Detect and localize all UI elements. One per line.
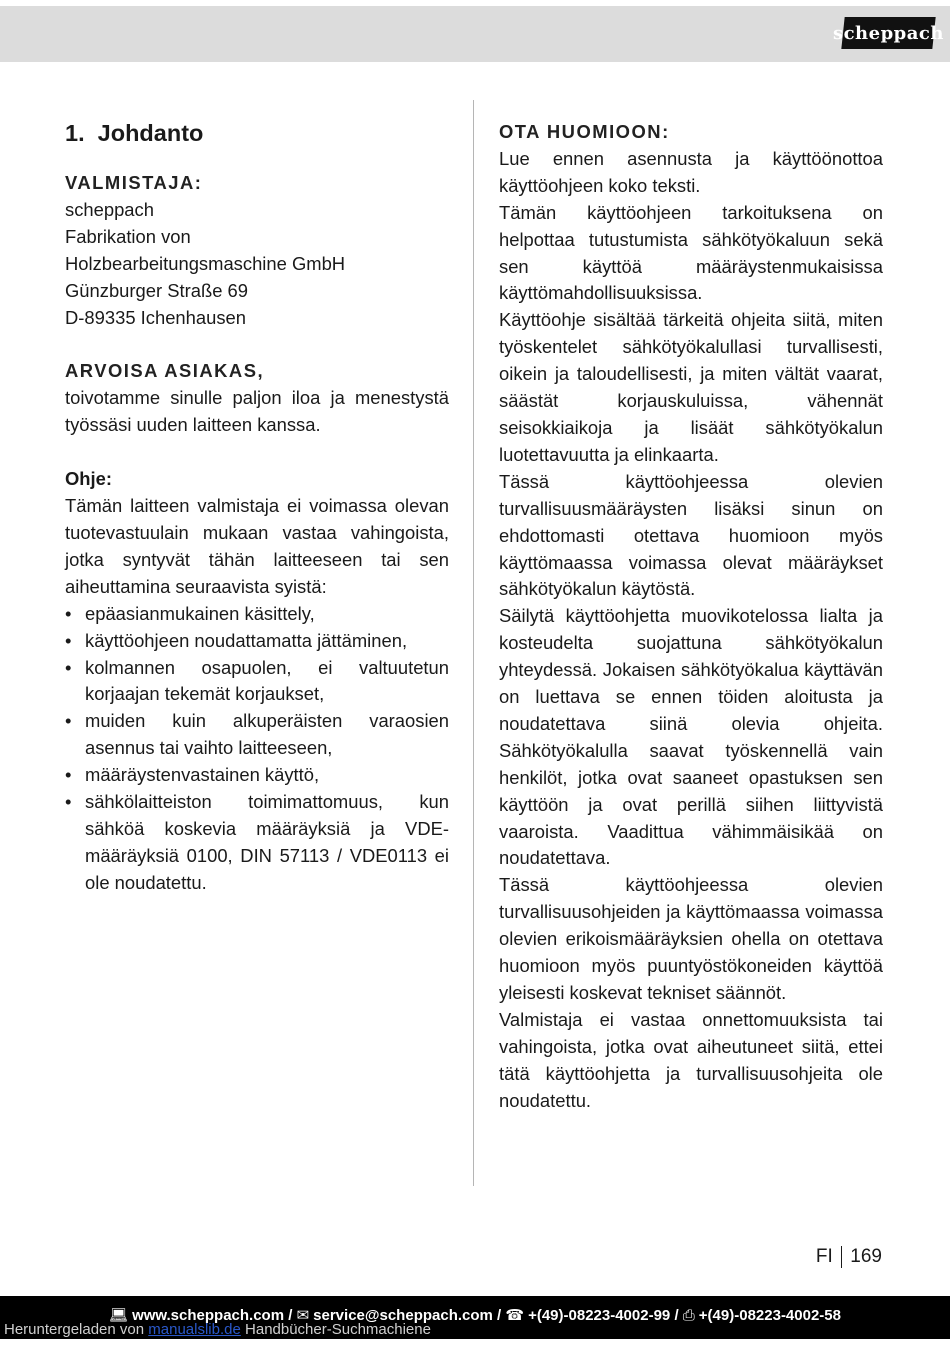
paragraph: Tämän käyttöohjeen tarkoituksena on helpottaa tutustumista sähkötyökaluun sekä sen käyttöä määräystenmukaisissa käyttömahdollisuuksissa. (499, 201, 883, 304)
right-column (499, 119, 883, 1115)
address-line: D-89335 Ichenhausen (65, 306, 246, 328)
brand-logo (833, 17, 945, 49)
laptop-icon: 💻︎ (109, 1307, 129, 1324)
download-note (4, 1321, 431, 1339)
download-suffix: Handbücher-Suchmachiene (245, 1321, 431, 1338)
phone-number: +(49)-08223-4002-99 (528, 1307, 671, 1324)
address-line: Holzbearbeitungsmaschine GmbH (65, 252, 346, 274)
download-prefix: Heruntergeladen von (4, 1321, 145, 1338)
manufacturer-heading: VALMISTAJA: (65, 172, 203, 193)
website-link[interactable]: www.scheppach.com (132, 1307, 285, 1324)
address-line: Günzburger Straße 69 (65, 279, 248, 301)
note-text: Tämän laitteen valmistaja ei voimassa olevan tuotevastuulain mukaan vastaa vahingoista, jotka syntyvät tähän laitteeseen tai sen aiheuttamina seuraavista syistä: (65, 495, 449, 597)
customer-text: toivotamme sinulle paljon iloa ja menestystä työssäsi uuden laitteen kanssa. (65, 387, 449, 436)
manufacturer-address (65, 197, 449, 332)
brand-name: scheppach (833, 22, 945, 44)
liability-list (65, 601, 449, 897)
address-line: scheppach (65, 198, 154, 220)
paragraph: Käyttöohje sisältää tärkeitä ohjeita siitä, miten työskentelet sähkötyökalullasi turvallisesti, oikein ja taloudellisesti, ja miten vältät vaarat, säästät korjauskuluissa, vähennät seisokkiaikoja ja lisäät sähkötyökalun luotettavuutta ja elinkaarta. (499, 309, 883, 465)
footer-separator: / (288, 1307, 293, 1324)
page-number-value: 169 (850, 1246, 882, 1267)
footer-separator: / (497, 1307, 502, 1324)
manualslib-link[interactable]: manualslib.de (148, 1321, 241, 1338)
customer-heading: ARVOISA ASIAKAS, (65, 360, 265, 382)
section-title: 1. Johdanto (65, 120, 204, 146)
list-item: • käyttöohjeen noudattamatta jättäminen, (65, 628, 449, 655)
paragraph: Lue ennen asennusta ja käyttöönottoa käyttöohjeen koko teksti. (499, 147, 883, 196)
list-item: • sähkölaitteiston toimimattomuus, kun sähköä koskevia määräyksiä ja VDE-määräyksiä 0100, DIN 57113 / VDE0113 ei ole noudatettu. (65, 789, 449, 897)
language-code: FI (815, 1246, 833, 1267)
paragraph: Valmistaja ei vastaa onnettomuuksista tai vahingoista, jotka ovat aiheutuneet siitä, ettei tätä käyttöohjetta ja turvallisuusohjeita ole noudatettu. (499, 1008, 883, 1111)
fax-icon: ⎙ (682, 1307, 695, 1324)
page-separator (841, 1246, 843, 1268)
paragraph: Tässä käyttöohjeessa olevien turvallisuusmääräysten lisäksi sinun on ehdottomasti otettava huomioon myös käyttömaassa voimassa olevat määräykset sähkötyökalun käytöstä. (499, 470, 883, 600)
mail-icon: ✉ (296, 1307, 310, 1324)
column-divider (473, 100, 474, 1186)
paragraph: Säilytä käyttöohjetta muovikotelossa lialta ja kosteudelta suojattuna sähkötyökalun yhteydessä. Jokaisen sähkötyökalua käyttävän on luettava se ennen töiden aloitusta ja noudatettava siinä olevia ohjeita. Sähkötyökalulla saavat työskennellä vain henkilöt, jotka ovat saaneet opastuksen sen käyttöön ja ovat perillä siihen liittyvistä vaaroista. Vaadittua vähimmäisikää on noudatettava. (499, 605, 883, 869)
list-item: • muiden kuin alkuperäisten varaosien asennus tai vaihto laitteeseen, (65, 708, 449, 762)
left-column (65, 119, 449, 897)
attention-heading: OTA HUOMIOON: (499, 121, 670, 142)
list-item: • kolmannen osapuolen, ei valtuutetun korjaajan tekemät korjaukset, (65, 655, 449, 709)
list-item: • epäasianmukainen käsittely, (65, 601, 449, 628)
footer-separator: / (674, 1307, 679, 1324)
list-item: • määräystenvastainen käyttö, (65, 762, 449, 789)
header-band (0, 6, 950, 62)
phone-icon: ☎ (505, 1307, 525, 1324)
page-number (816, 1244, 882, 1270)
address-line: Fabrikation von (65, 225, 191, 247)
note-heading: Ohje: (65, 468, 113, 490)
email-link[interactable]: service@scheppach.com (313, 1307, 493, 1324)
fax-number: +(49)-08223-4002-58 (698, 1307, 841, 1324)
paragraph: Tässä käyttöohjeessa olevien turvallisuusohjeiden ja käyttömaassa voimassa olevien erikoismääräyksien ohella on otettava huomioon myös puuntyöstökoneiden käyttöä yleisesti koskevat tekniset säännöt. (499, 874, 883, 1003)
